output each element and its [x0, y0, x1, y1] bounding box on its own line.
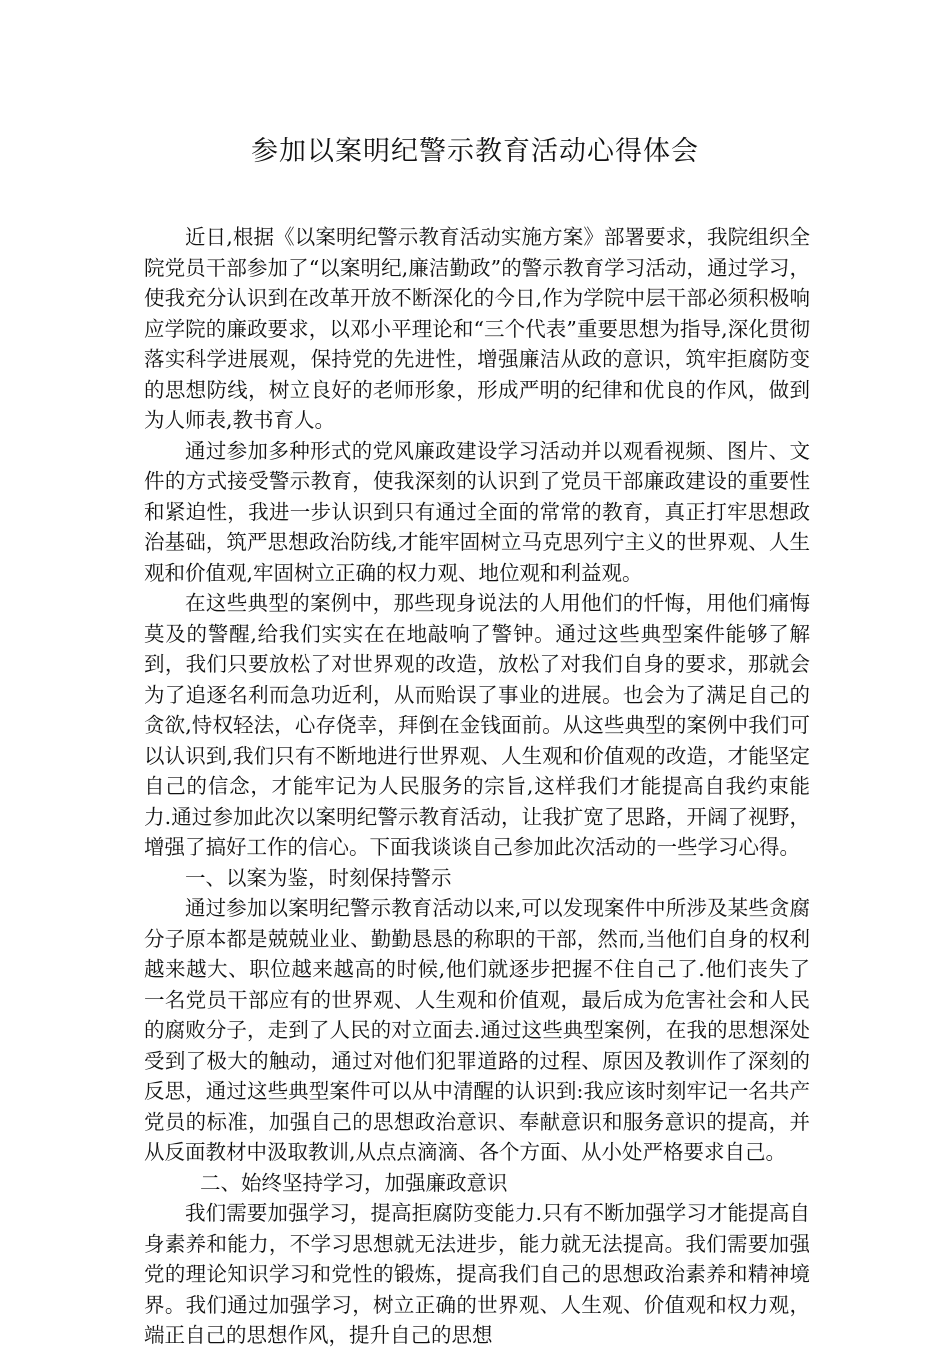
section-heading-2: 二、始终坚持学习，加强廉政意识	[200, 1170, 508, 1195]
section-heading-1: 一、以案为鉴，时刻保持警示	[185, 865, 452, 890]
paragraph-2: 通过参加多种形式的党风廉政建设学习活动并以观看视频、图片、文件的方式接受警示教育，使我深刻的认识到了党员干部廉政建设的重要性和紧迫性，我进一步认识到只有通过全面的常常的教育，真正打牢思想政治基础，筑严思想政治防线,才能牢固树立马克思列宁主义的世界观、人生观和价值观,牢固树立正确的权力观、地位观和利益观。	[144, 438, 810, 585]
paragraph-1: 近日,根据《以案明纪警示教育活动实施方案》部署要求，我院组织全院党员干部参加了“以案明纪,廉洁勤政”的警示教育学习活动，通过学习，使我充分认识到在改革开放不断深化的今日,作为学院中层干部必须积极响应学院的廉政要求，以邓小平理论和“三个代表”重要思想为指导,深化贯彻落实科学进展观，保持党的先进性，增强廉洁从政的意识，筑牢拒腐防变的思想防线，树立良好的老师形象，形成严明的纪律和优良的作风，做到为人师表,教书育人。	[144, 225, 810, 432]
paragraph-4: 通过参加以案明纪警示教育活动以来,可以发现案件中所涉及某些贪腐分子原本都是兢兢业业、勤勤恳恳的称职的干部，然而,当他们自身的权利越来越大、职位越来越高的时候,他们就逐步把握不住自己了.他们丧失了一名党员干部应有的世界观、人生观和价值观，最后成为危害社会和人民的腐败分子，走到了人民的对立面去.通过这些典型案例，在我的思想深处受到了极大的触动，通过对他们犯罪道路的过程、原因及教训作了深刻的反思，通过这些典型案件可以从中清醒的认识到:我应该时刻牢记一名共产党员的标准，加强自己的思想政治意识、奉献意识和服务意识的提高，并从反面教材中汲取教训,从点点滴滴、各个方面、从小处严格要求自己。	[144, 896, 810, 1164]
paragraph-5: 我们需要加强学习，提高拒腐防变能力.只有不断加强学习才能提高自身素养和能力，不学习思想就无法进步，能力就无法提高。我们需要加强党的理论知识学习和党性的锻炼，提高我们自己的思想政治素养和精神境界。我们通过加强学习，树立正确的世界观、人生观、价值观和权力观，端正自己的思想作风，提升自己的思想	[144, 1201, 810, 1347]
document-body	[144, 222, 810, 1351]
paragraph-3: 在这些典型的案例中，那些现身说法的人用他们的忏悔，用他们痛悔莫及的警醒,给我们实实在在地敲响了警钟。通过这些典型案件能够了解到，我们只要放松了对世界观的改造，放松了对我们自身的要求，那就会为了追逐名利而急功近利，从而贻误了事业的进展。也会为了满足自己的贪欲,恃权轻法，心存侥幸，拜倒在金钱面前。从这些典型的案例中我们可以认识到,我们只有不断地进行世界观、人生观和价值观的改造，才能坚定自己的信念，才能牢记为人民服务的宗旨,这样我们才能提高自我约束能力.通过参加此次以案明纪警示教育活动，让我扩宽了思路，开阔了视野，增强了搞好工作的信心。下面我谈谈自己参加此次活动的一些学习心得。	[144, 591, 810, 859]
document-title: 参加以案明纪警示教育活动心得体会	[251, 136, 699, 167]
